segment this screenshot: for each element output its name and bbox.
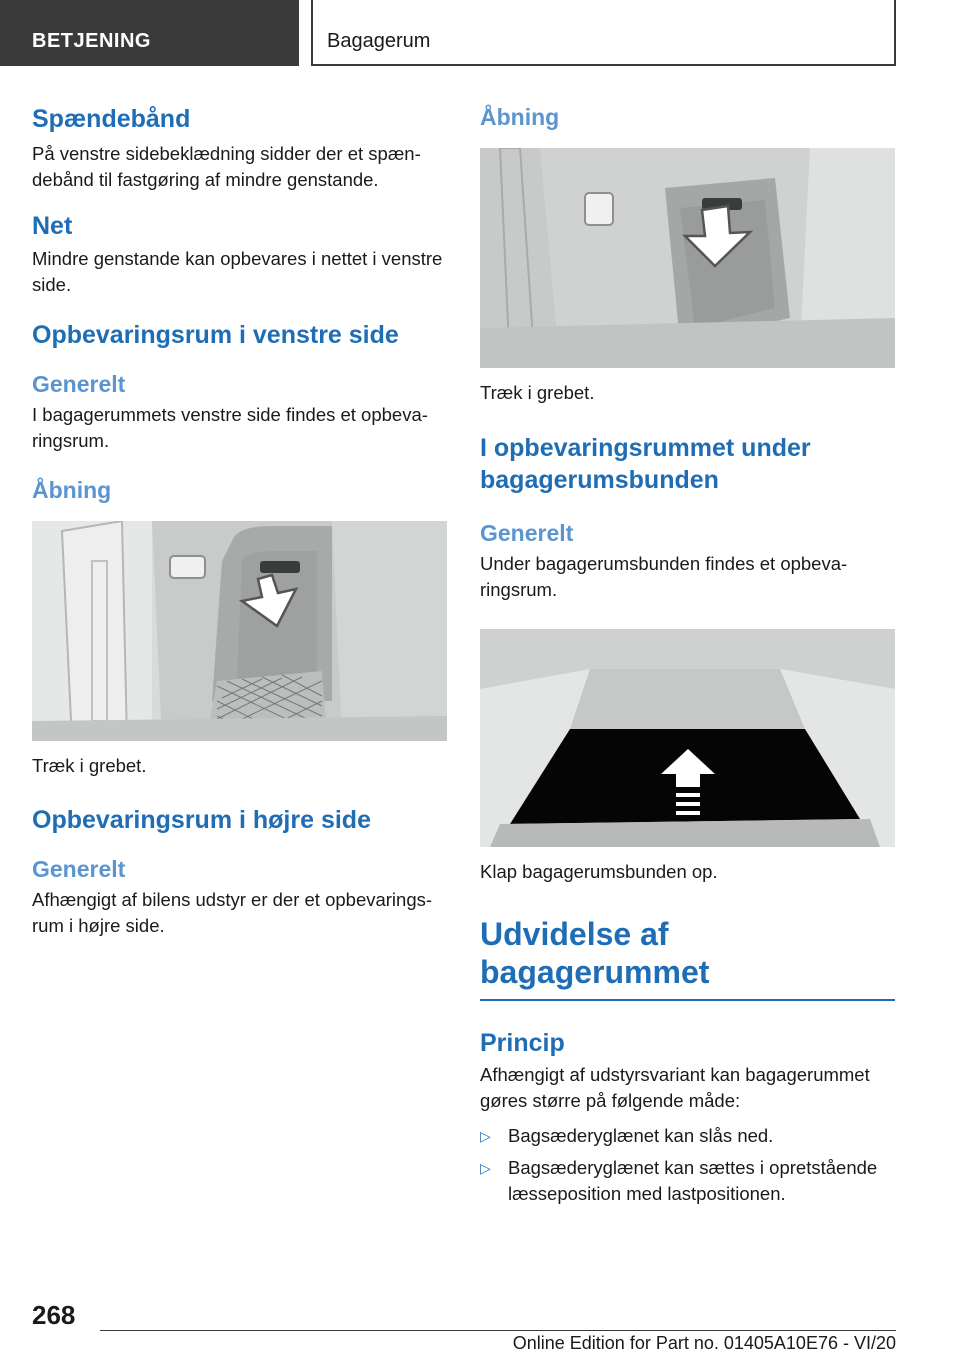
text-generelt-venstre: I bagagerummets venstre side findes et opbevaringsrum. <box>32 404 428 451</box>
section-tab <box>311 0 896 66</box>
footer-divider <box>100 1330 896 1331</box>
left-column <box>32 96 447 939</box>
figure-underfloor-storage <box>480 629 895 847</box>
heading-venstre: Opbevaringsrum i venstre side <box>32 321 399 349</box>
subheading-aabning-hoejre: Åbning <box>480 104 560 130</box>
caption-left-storage: Træk i grebet. <box>32 755 147 776</box>
footer-edition: Online Edition for Part no. 01405A10E76 - VI/20 <box>512 1333 896 1353</box>
heading-udvidelse: Udvidelse af bagagerummet <box>480 915 895 1001</box>
list-item-text: Bagsæderyglænet kan sættes i opretstående læsseposition med lastpositionen. <box>508 1157 878 1204</box>
heading-under: I opbevaringsrummet under bagagerumsbunden <box>480 434 811 494</box>
chapter-title: BETJENING <box>32 30 151 52</box>
list-item-text: Bagsæderyglænet kan slås ned. <box>508 1125 774 1146</box>
heading-princip: Princip <box>480 1029 565 1057</box>
right-storage-illustration <box>480 148 895 368</box>
section-title: Bagagerum <box>327 30 431 52</box>
subheading-generelt-hoejre: Generelt <box>32 856 126 882</box>
left-storage-illustration <box>32 521 447 741</box>
triangle-bullet-icon: ▷ <box>480 1128 491 1144</box>
text-generelt-hoejre: Afhængigt af bilens udstyr er der et opbevaringsrum i højre side. <box>32 889 433 936</box>
caption-right-storage: Træk i grebet. <box>480 382 595 403</box>
text-princip: Afhængigt af udstyrsvariant kan bagagerummet gøres større på følgende måde: <box>480 1064 870 1111</box>
subheading-generelt-venstre: Generelt <box>32 371 126 397</box>
text-spaendebaand: På venstre sidebeklædning sidder der et spændebånd til fastgøring af mindre genstande. <box>32 143 421 190</box>
figure-left-storage <box>32 521 447 741</box>
caption-underfloor: Klap bagagerumsbunden op. <box>480 861 718 882</box>
text-net: Mindre genstande kan opbevares i nettet i venstre side. <box>32 248 443 295</box>
subheading-generelt-under: Generelt <box>480 520 574 546</box>
triangle-bullet-icon: ▷ <box>480 1160 491 1176</box>
heading-spaendebaand: Spændebånd <box>32 105 191 133</box>
chapter-tab <box>0 0 299 66</box>
list-item <box>480 1155 895 1207</box>
text-generelt-under: Under bagagerumsbunden findes et opbevaringsrum. <box>480 553 848 600</box>
bullet-list-udvidelse <box>480 1123 895 1207</box>
heading-hoejre: Opbevaringsrum i højre side <box>32 806 371 834</box>
figure-right-storage <box>480 148 895 368</box>
right-column <box>480 96 895 1207</box>
list-item <box>480 1123 895 1149</box>
heading-net: Net <box>32 212 73 240</box>
underfloor-illustration <box>480 629 895 847</box>
page-number: 268 <box>32 1300 76 1330</box>
subheading-aabning-venstre: Åbning <box>32 477 112 503</box>
